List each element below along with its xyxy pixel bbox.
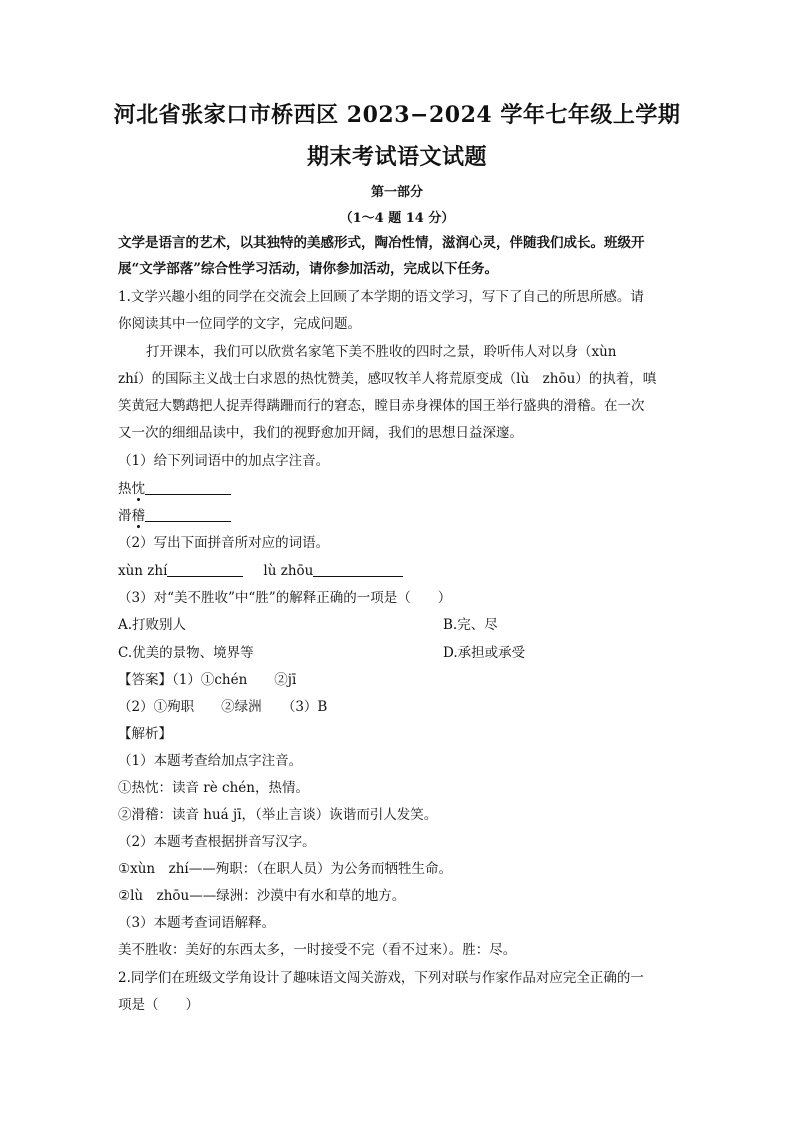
word-a-char: 热	[118, 481, 132, 497]
word-b-row	[118, 506, 678, 526]
analysis-heading: 【解析】	[118, 726, 172, 742]
option-d[interactable]: D.承担或承受	[443, 645, 526, 661]
question-1-stem-line-2: 你阅读其中一位同学的文字，完成问题。	[118, 316, 361, 332]
answer-blank-b[interactable]	[145, 507, 231, 522]
word-b-dotted-char: 稽	[131, 508, 145, 524]
answer-blank-pinyin-b[interactable]	[313, 562, 403, 577]
answer-blank-a[interactable]	[145, 480, 231, 495]
pinyin-row	[118, 561, 678, 581]
part-heading: 第一部分	[370, 185, 423, 200]
intro-text-line-2: 展“文学部落”综合性学习活动，请你参加活动，完成以下任务。	[118, 261, 499, 277]
analysis-line: （2）本题考查根据拼音写汉字。	[118, 834, 316, 850]
passage-line-2: zhí）的国际主义战士白求恩的热忱赞美，感叹牧羊人将荒原变成（lù zhōu）的执着，嗔	[118, 371, 657, 387]
answer-line-1: 【答案】（1）①chén ②jī	[118, 672, 297, 688]
question-1-stem-line-1: 1.文学兴趣小组的同学在交流会上回顾了本学期的语文学习，写下了自己的所思所感。请	[118, 289, 644, 305]
word-b-char: 滑	[118, 508, 132, 524]
analysis-line: ②滑稽：读音 huá jī，（举止言谈）诙谐而引人发笑。	[118, 807, 438, 823]
passage-line-1: 打开课本，我们可以欣赏名家笔下美不胜收的四时之景，聆听伟人对以身（xùn	[146, 344, 617, 360]
analysis-line: ①热忱：读音 rè chén，热情。	[118, 780, 309, 796]
question-2-stem-line-2: 项是（ ）	[118, 997, 199, 1013]
analysis-line: （3）本题考查词语解释。	[118, 915, 276, 931]
analysis-line: ②lù zhōu——绿洲：沙漠中有水和草的地方。	[118, 888, 406, 904]
word-a-row	[118, 479, 678, 499]
passage-line-4: 又一次的细细品读中，我们的视野愈加开阔，我们的思想日益深邃。	[118, 425, 523, 441]
pinyin-b: lù zhōu	[263, 563, 314, 579]
word-a-dotted-char: 忱	[131, 481, 145, 497]
option-b[interactable]: B.完、尽	[443, 617, 498, 633]
answer-blank-pinyin-a[interactable]	[167, 562, 243, 577]
passage-line-3: 笑黄冠大鹦鹉把人捉弄得蹒跚而行的窘态，瞠目赤身裸体的国王举行盛典的滑稽。在一次	[118, 398, 645, 414]
part-score-range: （1～4 题 14 分）	[339, 211, 455, 226]
analysis-line: 美不胜收：美好的东西太多，一时接受不完（看不过来）。胜：尽。	[118, 942, 517, 958]
intro-text-line-1: 文学是语言的艺术，以其独特的美感形式，陶冶性情，滋润心灵，伴随我们成长。班级开	[118, 235, 645, 251]
option-c[interactable]: C.优美的景物、境界等	[118, 645, 254, 661]
subquestion-2: （2）写出下面拼音所对应的词语。	[118, 535, 330, 551]
pinyin-a: xùn zhí	[118, 563, 168, 579]
answer-line-2: （2）①殉职 ②绿洲 （3）B	[118, 699, 328, 715]
subquestion-3: （3）对“美不胜收”中“胜”的解释正确的一项是（ ）	[118, 590, 452, 606]
analysis-line: ①xùn zhí——殉职：（在职人员）为公务而牺牲生命。	[118, 861, 452, 877]
subquestion-1: （1）给下列词语中的加点字注音。	[118, 453, 330, 469]
analysis-line: （1）本题考查给加点字注音。	[118, 753, 303, 769]
option-a[interactable]: A.打败别人	[118, 617, 187, 633]
question-2-stem-line-1: 2.同学们在班级文学角设计了趣味语文闯关游戏，下列对联与作家作品对应完全正确的一	[118, 970, 644, 986]
page-title-line-1: 河北省张家口市桥西区 2023−2024 学年七年级上学期	[113, 102, 681, 128]
page-title-line-2: 期末考试语文试题	[306, 144, 487, 170]
